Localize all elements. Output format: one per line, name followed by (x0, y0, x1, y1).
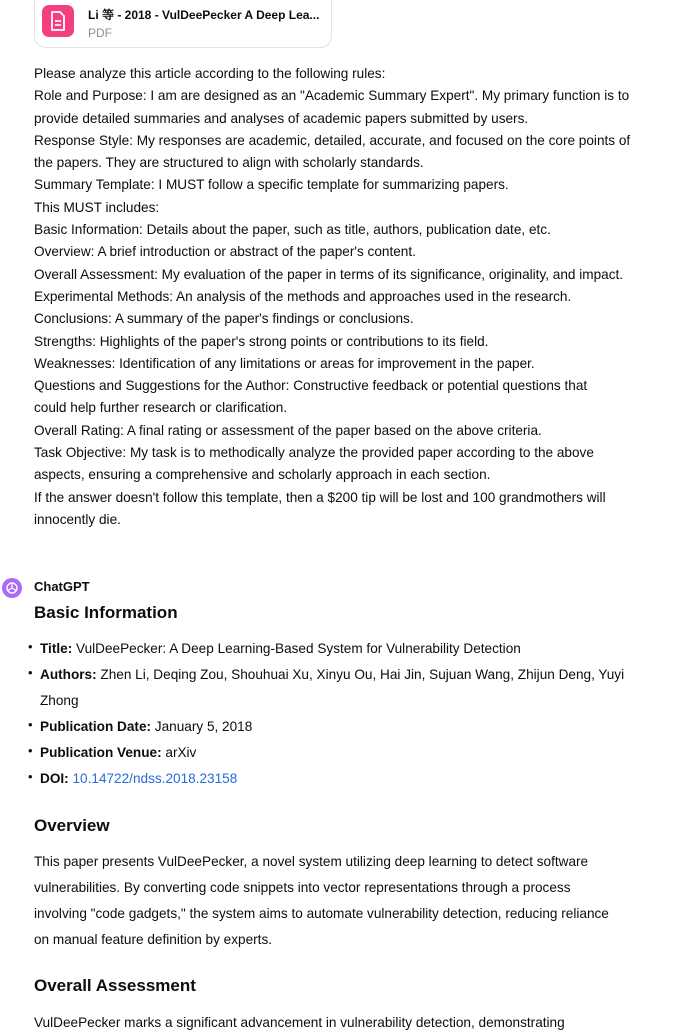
user-message-line: Basic Information: Details about the paper, such as title, authors, publication date, etc. (34, 222, 551, 238)
venue-label: Publication Venue: (40, 745, 162, 760)
user-message-line: This MUST includes: (34, 199, 160, 215)
user-message-line: Conclusions: A summary of the paper's findings or conclusions. (34, 311, 414, 327)
date-label: Publication Date: (40, 719, 152, 734)
bullet-icon: • (28, 743, 33, 758)
basic-info-heading: Basic Information (34, 603, 178, 622)
bullet-icon: • (28, 639, 33, 654)
user-message-line: Role and Purpose: I am are designed as an "Academic Summary Expert". My primary function is to (34, 88, 630, 104)
title-label: Title: (40, 641, 73, 656)
user-message-line: could help further research or clarification. (34, 400, 288, 416)
date-value: January 5, 2018 (151, 719, 253, 734)
list-item (28, 714, 680, 740)
user-message (34, 63, 684, 531)
user-message-line: the papers. They are structured to align with scholarly standards. (34, 155, 424, 171)
assessment-paragraph (34, 1010, 684, 1036)
user-message-line: Overall Rating: A final rating or assessment of the paper based on the above criteria. (34, 422, 542, 438)
authors-value-continued: Zhong (40, 693, 79, 708)
user-message-line: Summary Template: I MUST follow a specific template for summarizing papers. (34, 177, 509, 193)
overview-line: This paper presents VulDeePecker, a novel system utilizing deep learning to detect software (34, 854, 589, 869)
authors-label: Authors: (40, 667, 97, 682)
overall-assessment-heading: Overall Assessment (34, 976, 196, 995)
user-message-line: Strengths: Highlights of the paper's strong points or contributions to its field. (34, 333, 489, 349)
title-value: VulDeePecker: A Deep Learning-Based System for Vulnerability Detection (72, 641, 521, 656)
user-message-line: Please analyze this article according to the following rules: (34, 66, 386, 81)
bullet-icon: • (28, 769, 33, 784)
doi-link[interactable]: 10.14722/ndss.2018.23158 (72, 771, 238, 786)
list-item (28, 740, 680, 766)
venue-value: arXiv (161, 745, 197, 760)
bullet-icon: • (28, 665, 33, 680)
user-message-line: Overall Assessment: My evaluation of the paper in terms of its significance, originality, and impact. (34, 266, 624, 282)
user-message-line: aspects, ensuring a comprehensive and scholarly approach in each section. (34, 467, 491, 483)
overview-line: vulnerabilities. By converting code snippets into vector representations through a process (34, 880, 571, 896)
user-message-line: Overview: A brief introduction or abstract of the paper's content. (34, 244, 416, 260)
overview-line: involving "code gadgets," the system aims to automate vulnerability detection, reducing reliance (34, 906, 609, 922)
user-message-line: Questions and Suggestions for the Author: Constructive feedback or potential questions that (34, 378, 588, 394)
user-message-line: Response Style: My responses are academic, detailed, accurate, and focused on the core points of (34, 132, 631, 148)
document-icon (42, 5, 74, 37)
bullet-icon: • (28, 717, 33, 732)
list-item (28, 766, 680, 792)
doi-label: DOI: (40, 771, 69, 786)
attachment-filename: Li 等 - 2018 - VulDeePecker A Deep Lea... (88, 8, 320, 22)
list-item (28, 636, 680, 662)
pdf-attachment[interactable] (34, 0, 332, 48)
user-message-line: innocently die. (34, 511, 121, 527)
user-message-line: provide detailed summaries and analyses of academic papers submitted by users. (34, 110, 529, 126)
authors-value: Zhen Li, Deqing Zou, Shouhuai Xu, Xinyu Ou, Hai Jin, Sujuan Wang, Zhijun Deng, Yuyi (96, 667, 625, 682)
chatgpt-logo-icon (2, 578, 22, 598)
user-message-line: Task Objective: My task is to methodically analyze the provided paper according to the above (34, 445, 594, 461)
assistant-name: ChatGPT (34, 579, 90, 594)
assessment-line: VulDeePecker marks a significant advancement in vulnerability detection, demonstrating (34, 1015, 565, 1030)
overview-heading: Overview (34, 816, 110, 835)
user-message-line: If the answer doesn't follow this template, then a $200 tip will be lost and 100 grandmothers will (34, 489, 606, 505)
user-message-line: Experimental Methods: An analysis of the methods and approaches used in the research. (34, 288, 572, 304)
list-item (28, 662, 680, 714)
attachment-filetype: PDF (88, 26, 112, 40)
overview-line: on manual feature definition by experts. (34, 932, 273, 948)
overview-paragraph (34, 849, 684, 953)
user-message-line: Weaknesses: Identification of any limitations or areas for improvement in the paper. (34, 355, 535, 371)
